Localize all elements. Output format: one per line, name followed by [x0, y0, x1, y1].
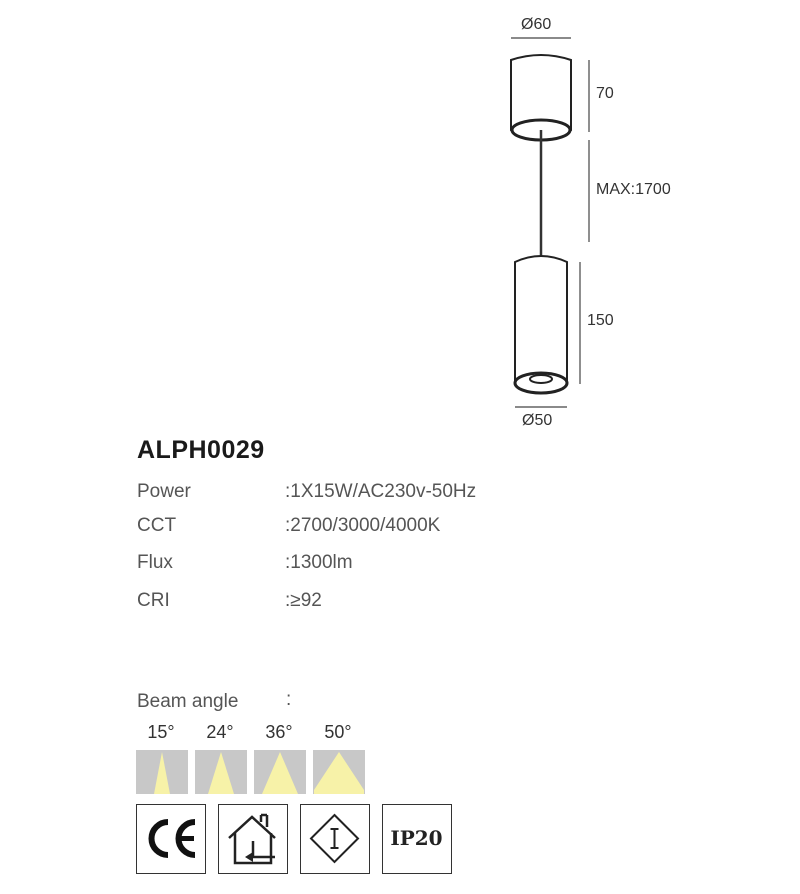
ip-rating-text: IP20 [390, 826, 443, 850]
beam-36-icon [254, 750, 306, 794]
beam-angle-label-24: 24° [206, 722, 234, 742]
cable-length-label: MAX:1700 [596, 181, 671, 198]
indoor-use-house-icon [218, 804, 288, 874]
spec-label-cri: CRI [137, 590, 170, 611]
spec-label-cct: CCT [137, 515, 177, 536]
beam-24-icon [195, 750, 247, 794]
beam-angle-title: Beam angle [137, 691, 239, 712]
ip-rating-badge [382, 804, 452, 874]
canopy-icon [511, 55, 571, 140]
protection-class-icon [300, 804, 370, 874]
beam-50-icon [313, 750, 365, 794]
beam-15-icon [136, 750, 188, 794]
spec-value-cct: :2700/3000/4000K [285, 515, 441, 536]
spec-label-power: Power [137, 481, 191, 502]
beam-angle-label-36: 36° [265, 722, 293, 742]
canopy-height-label: 70 [596, 85, 614, 102]
beam-angle-label-15: 15° [147, 722, 175, 742]
lamp-body-icon [515, 256, 567, 393]
technical-drawing [0, 0, 800, 440]
beam-angle-label-50: 50° [324, 722, 352, 742]
body-diameter-label: Ø50 [522, 412, 553, 429]
canopy-diameter-label: Ø60 [521, 16, 552, 33]
ce-mark-icon [136, 804, 206, 874]
body-height-label: 150 [587, 312, 614, 329]
spec-value-power: :1X15W/AC230v-50Hz [285, 481, 477, 502]
spec-value-flux: :1300lm [285, 552, 353, 573]
beam-angle-colon: : [286, 689, 292, 710]
model-name: ALPH0029 [137, 436, 265, 464]
spec-value-cri: :≥92 [285, 590, 322, 611]
spec-label-flux: Flux [137, 552, 173, 573]
